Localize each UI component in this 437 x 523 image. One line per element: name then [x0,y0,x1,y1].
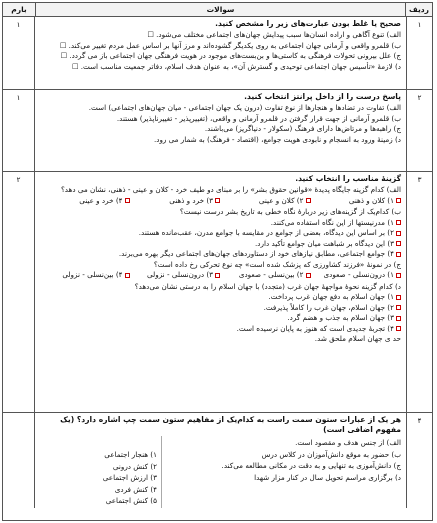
statement: ج) علل بیرونی تحولات فرهنگی به کاستی‌ها و بن‌بست‌های موجود در هویت فرهنگی جهان اجتماعی باز می‌ گردد. ☐ [60,51,401,61]
option[interactable] [39,249,401,259]
option[interactable] [39,218,401,228]
checkbox-icon[interactable] [125,273,130,278]
question-body [35,172,406,412]
option-label: ۲) بین‌نسلی - صعودی [238,270,304,280]
statement: الف) از جنس هدف و مقصود است. [295,438,401,448]
checkbox-icon[interactable] [396,305,401,310]
statement: حد ی جهان اسلام ملحق شد. [314,334,401,344]
checkbox-icon[interactable] [396,241,401,246]
checkbox-icon[interactable] [396,316,401,321]
checkbox-icon[interactable] [396,252,401,257]
statement: ج) راهبه‌ها و مرتاض‌ها دارای فرهنگ (سکولار - دنیاگریز) می‌باشند. [204,124,401,134]
option-label: ۴) بین‌نسلی - نزولی [62,270,123,280]
concept-item: ۱) هنجار اجتماعی [104,450,157,460]
question-number: ۴ [406,413,432,508]
option-label: ۳) جهان اسلام به جذب و هضم گرد. [287,313,394,323]
option-label: ۴) جوامع اجتماعی، مطابق نیازهای خود از دستاوردهای جهان‌های اجتماعی دیگر بهره می‌برند. [118,249,394,259]
question-body [35,413,406,508]
exam-sheet [2,2,433,521]
question-number: ۳ [406,172,432,412]
statement: ب) حضور به موقع دانش‌آموزان در کلاس درس [261,449,401,459]
option[interactable] [39,239,401,249]
question-row-4 [3,413,432,508]
option-label: ۱) مدرنیستها از این نگاه استفاده می‌کنند. [270,217,394,227]
statement: ب) قلمرو واقعی و آرمانی جهان اجتماعی به روی یکدیگر گشوده‌اند و مرز آنها بر اساس عمل مردم تغییر می‌کند. ☐ [59,40,401,50]
checkbox-icon[interactable] [215,273,220,278]
concept-item: ۵) کنش اجتماعی [105,496,157,506]
question-title: صحیح یا غلط بودن عبارت‌های زیر را مشخص کنید. [215,19,401,28]
question-title: گزینهٔ مناسب را انتخاب کنید. [295,174,401,183]
question-body [35,90,406,171]
left-column [39,436,162,508]
question-mark: ۲ [3,172,35,412]
option[interactable] [39,303,401,313]
checkbox-icon[interactable] [306,198,311,203]
statement: د) برگزاری مراسم تحویل سال در کنار مزار شهدا [254,472,401,482]
statement: ب) قلمرو آرمانی از جهت قرار گرفتن در قلمرو آرمانی و واقعی، (تغییرپذیر - تغییرناپذیر) هستند. [116,113,401,123]
option[interactable] [39,270,130,280]
option-label: ۲) کلان و عینی [258,195,304,205]
question-number: ۲ [406,90,432,171]
option[interactable] [39,292,401,302]
option[interactable] [39,313,401,323]
option-label: ۴) خرد و عینی [79,195,123,205]
sub-question-d: د) کدام گزینه نحوهٔ مواجههٔ جهان غرب (متجدد) با جهان اسلام را به درستی نشان می‌دهد؟ [134,281,401,291]
header-num: ردیف [405,3,432,16]
concept-item: ۴) کنش فردی [114,484,157,494]
option[interactable] [311,270,402,280]
option[interactable] [130,196,221,206]
checkbox-icon[interactable] [396,231,401,236]
option[interactable] [39,324,401,334]
question-number: ۱ [406,17,432,89]
question-mark: ۱ [3,17,35,89]
option[interactable] [130,270,221,280]
question-body [35,17,406,89]
checkbox-icon[interactable] [396,198,401,203]
question-row-2 [3,90,432,172]
sub-question-a: الف) کدام گزینه جایگاه پدیدهٔ «قوانین حقوق بشر» را بر مبنای دو طیف خرد - کلان و عینی - ذهنی، نشان می‌ دهد؟ [60,185,401,195]
statement: ج) دانش‌آموزی به تنهایی و به دقت در مکانی مطالعه می‌کند. [221,461,401,471]
options-c [39,270,401,280]
question-row-3 [3,172,432,413]
option[interactable] [220,196,311,206]
concept-item: ۲) کنش درونی [112,461,157,471]
checkbox-icon[interactable] [396,295,401,300]
option-label: ۳) خرد و ذهنی [169,195,213,205]
checkbox-icon[interactable] [215,198,220,203]
statement: د) لازمهٔ «تأسیس جهان اجتماعی توحیدی و گسترش آن»، به عنوان هدف اسلام، دفاتر جمعیت مناسب است. ☐ [71,61,401,71]
statement: الف) تنوع آگاهی و اراده انسان‌ها سبب پیدایش جهان‌های اجتماعی مختلف می‌شود. ☐ [147,30,401,40]
question-title: پاسخ درست را از داخل پرانتز انتخاب کنید. [244,92,401,101]
question-row-1 [3,17,432,90]
checkbox-icon[interactable] [125,198,130,203]
sub-question-b: ب) کدام‌یک از گزینه‌های زیر دربارهٔ نگاه خطی به تاریخ بشر درست نیست؟ [179,207,401,217]
table-header [3,3,432,17]
question-title: هر یک از عبارات ستون سمت راست به کدام‌یک از مفاهیم ستون سمت چپ اشاره دارد؟ (یک مفهوم اضافی است) [60,415,401,435]
checkbox-icon[interactable] [306,273,311,278]
checkbox-icon[interactable] [396,220,401,225]
option[interactable] [220,270,311,280]
header-questions: سوالات [206,4,235,14]
option-label: ۲) بر اساس این دیدگاه، بعضی از جوامع در مقایسه با جوامع مدرن، عقب‌مانده هستند. [138,228,394,238]
option[interactable] [311,196,402,206]
option-label: ۳) درون‌نسلی - نزولی [147,270,213,280]
option-label: ۱) کلان و ذهنی [348,195,394,205]
checkbox-icon[interactable] [396,326,401,331]
option-label: ۲) جهان اسلام، جهان غرب را کاملاً پذیرفت. [263,302,394,312]
statement: الف) تفاوت در تضادها و هنجارها از نوع تفاوت (درون یک جهان اجتماعی - میان جهان‌های اجتماعی) است. [88,103,401,113]
options-a [39,196,401,206]
option[interactable] [39,196,130,206]
sub-question-c: ج) در نمونهٔ «فرزند کشاورزی که پزشک شده است» چه نوع تحرکی رخ داده است؟ [153,259,401,269]
question-mark [3,413,35,508]
header-mark: بارم [3,3,36,16]
option[interactable] [39,228,401,238]
option-label: ۳) این دیدگاه بر شباهت میان جوامع تأکید دارد. [255,238,394,248]
option-label: ۴) تجربهٔ جدیدی است که هنوز به پایان نرسیده است. [236,323,394,333]
concept-item: ۳) ارزش اجتماعی [102,473,157,483]
checkbox-icon[interactable] [396,273,401,278]
question-mark: ۱ [3,90,35,171]
statement: د) زمینهٔ ورود به انسجام و نابودی هویت جوامع، (اقتصاد - فرهنگ) به شمار می‌ رود. [153,134,401,144]
option-label: ۱) جهان اسلام به دفع جهان غرب پرداخت. [268,292,394,302]
option-label: ۱) درون‌نسلی - صعودی [323,270,394,280]
right-column [162,436,401,508]
matching-columns [39,436,401,508]
